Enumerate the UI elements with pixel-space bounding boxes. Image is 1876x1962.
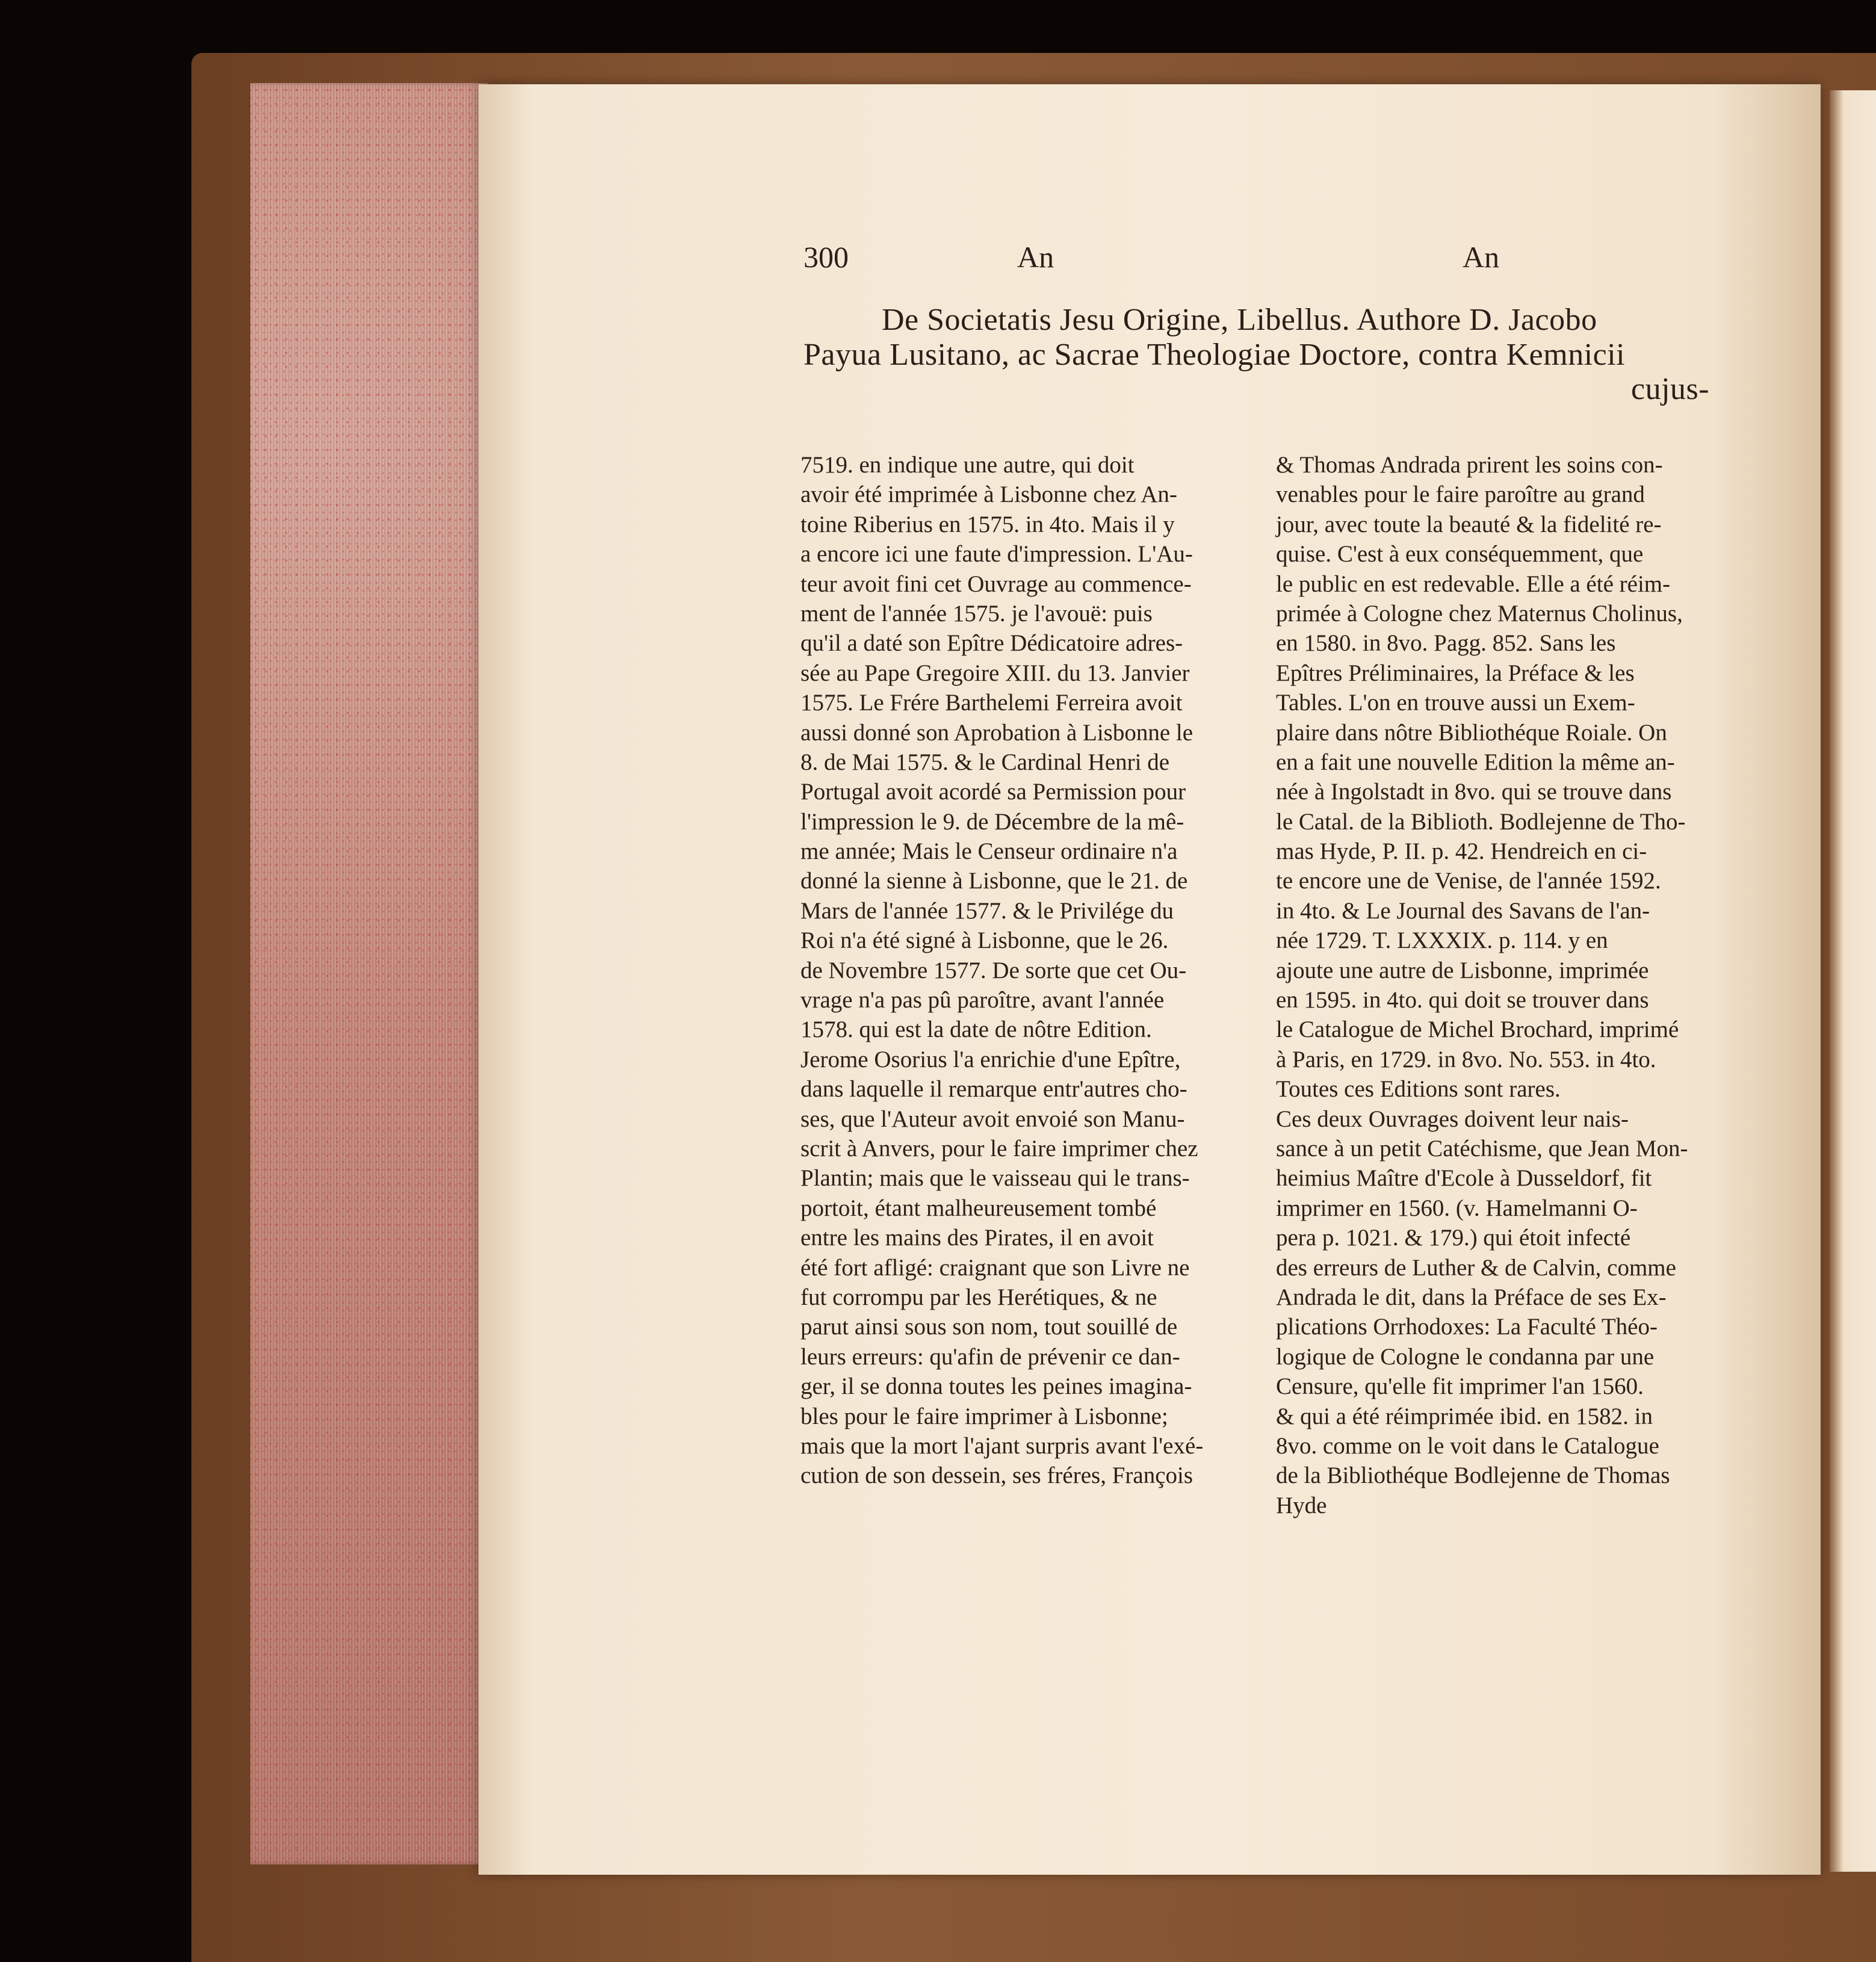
text-line: de la Bibliothéque Bodlejenne de Thomas <box>1276 1462 1670 1489</box>
text-line: Toutes ces Editions sont rares. <box>1276 1076 1561 1103</box>
text-line: Ces deux Ouvrages doivent leur nais- <box>1276 1106 1629 1132</box>
text-line: Jerome Osorius l'a enrichie d'une Epître, <box>800 1046 1181 1072</box>
text-line: avoir été imprimée à Lisbonne chez An- <box>800 481 1177 508</box>
text-line: plications Orrhodoxes: La Faculté Théo- <box>1276 1314 1658 1340</box>
text-line: née 1729. T. LXXXIX. p. 114. y en <box>1276 927 1608 954</box>
text-line: 8. de Mai 1575. & le Cardinal Henri de <box>800 749 1170 775</box>
text-line: primée à Cologne chez Maternus Cholinus, <box>1276 600 1683 627</box>
text-line: scrit à Anvers, pour le faire imprimer chez <box>800 1135 1198 1162</box>
text-line: 1578. qui est la date de nôtre Edition. <box>800 1017 1152 1043</box>
text-line: quise. C'est à eux conséquemment, que <box>1276 541 1644 568</box>
text-line: Epîtres Préliminaires, la Préface & les <box>1276 660 1635 686</box>
text-line: mas Hyde, P. II. p. 42. Hendreich en ci- <box>1276 838 1647 865</box>
text-line: & Thomas Andrada prirent les soins con- <box>1276 452 1663 478</box>
text-line: sance à un petit Catéchisme, que Jean Mon- <box>1276 1135 1688 1162</box>
text-line: ger, il se donna toutes les peines imagina- <box>800 1373 1192 1400</box>
text-line: été fort afligé: craignant que son Livre ne <box>800 1254 1190 1281</box>
text-line: le public en est redevable. Elle a été réim- <box>1276 571 1671 597</box>
text-line: ment de l'année 1575. je l'avouë: puis <box>800 600 1153 627</box>
text-line: me année; Mais le Censeur ordinaire n'a <box>800 838 1178 865</box>
text-line: des erreurs de Luther & de Calvin, comme <box>1276 1254 1676 1281</box>
text-line: Plantin; mais que le vaisseau qui le trans- <box>800 1165 1190 1192</box>
text-line: in 4to. & Le Journal des Savans de l'an- <box>1276 897 1650 924</box>
text-line: Mars de l'année 1577. & le Privilége du <box>800 897 1174 924</box>
text-line: & qui a été réimprimée ibid. en 1582. in <box>1276 1403 1653 1429</box>
text-line: jour, avec toute la beauté & la fidelité re- <box>1276 511 1662 537</box>
text-line: le Catal. de la Biblioth. Bodlejenne de Tho- <box>1276 808 1686 835</box>
text-line: donné la sienne à Lisbonne, que le 21. de <box>800 868 1188 894</box>
text-line: portoit, étant malheureusement tombé <box>800 1195 1157 1221</box>
title-line-3: cujus- <box>1631 372 1710 406</box>
text-line: logique de Cologne le condanna par une <box>1276 1343 1655 1370</box>
text-line: de Novembre 1577. De sorte que cet Ou- <box>800 957 1187 983</box>
text-line: dans laquelle il remarque entr'autres cho- <box>800 1076 1187 1103</box>
text-line: Portugal avoit acordé sa Permission pour <box>800 779 1186 805</box>
text-line: vrage n'a pas pû paroître, avant l'année <box>800 987 1165 1013</box>
text-line: ses, que l'Auteur avoit envoié son Manu- <box>800 1106 1185 1132</box>
text-line: cution de son dessein, ses fréres, François <box>800 1462 1193 1489</box>
text-line: bles pour le faire imprimer à Lisbonne; <box>800 1403 1168 1429</box>
text-line: à Paris, en 1729. in 8vo. No. 553. in 4to. <box>1276 1046 1656 1072</box>
text-line: en 1595. in 4to. qui doit se trouver dans <box>1276 987 1649 1013</box>
text-line: Hyde <box>1276 1492 1327 1518</box>
text-line: mais que la mort l'ajant surpris avant l'exé- <box>800 1432 1204 1459</box>
text-line: venables pour le faire paroître au grand <box>1276 481 1645 508</box>
text-line: Andrada le dit, dans la Préface de ses Ex- <box>1276 1284 1667 1310</box>
text-line: le Catalogue de Michel Brochard, imprimé <box>1276 1017 1679 1043</box>
text-line: qu'il a daté son Epître Dédicatoire adres- <box>800 630 1183 657</box>
text-line: 7519. en indique une autre, qui doit <box>800 452 1135 478</box>
text-line: entre les mains des Pirates, il en avoit <box>800 1225 1154 1251</box>
text-line: en a fait une nouvelle Edition la même an- <box>1276 749 1675 775</box>
left-text-column <box>800 450 1270 1491</box>
text-line: Tables. L'on en trouve aussi un Exem- <box>1276 690 1635 716</box>
text-line: Censure, qu'elle fit imprimer l'an 1560. <box>1276 1373 1644 1400</box>
text-line: ajoute une autre de Lisbonne, imprimée <box>1276 957 1649 983</box>
title-line-2: Payua Lusitano, ac Sacrae Theologiae Doctore, contra Kemnicii <box>803 338 1626 372</box>
facing-page-edge <box>1830 90 1876 1872</box>
text-line: l'impression le 9. de Décembre de la mê- <box>800 808 1184 835</box>
text-line: sée au Pape Gregoire XIII. du 13. Janvier <box>800 660 1190 686</box>
text-line: leurs erreurs: qu'afin de prévenir ce dan- <box>800 1343 1180 1370</box>
text-line: te encore une de Venise, de l'année 1592. <box>1276 868 1661 894</box>
right-text-column <box>1276 450 1724 1520</box>
text-line: plaire dans nôtre Bibliothéque Roiale. On <box>1276 719 1667 746</box>
text-line: pera p. 1021. & 179.) qui étoit infecté <box>1276 1225 1631 1251</box>
text-line: toine Riberius en 1575. in 4to. Mais il y <box>800 511 1175 537</box>
text-line: en 1580. in 8vo. Pagg. 852. Sans les <box>1276 630 1616 657</box>
text-line: 1575. Le Frére Barthelemi Ferreira avoit <box>800 690 1183 716</box>
text-line: née à Ingolstadt in 8vo. qui se trouve dans <box>1276 779 1672 805</box>
text-line: teur avoit fini cet Ouvrage au commence- <box>800 571 1192 597</box>
title-line-1: De Societatis Jesu Origine, Libellus. Authore D. Jacobo <box>882 303 1597 337</box>
text-line: parut ainsi sous son nom, tout souillé de <box>800 1314 1178 1340</box>
page-number: 300 <box>803 240 849 274</box>
page-edges <box>250 83 488 1865</box>
text-line: heimius Maître d'Ecole à Dusseldorf, fit <box>1276 1165 1652 1192</box>
text-line: fut corrompu par les Herétiques, & ne <box>800 1284 1157 1310</box>
text-line: a encore ici une faute d'impression. L'Au- <box>800 541 1193 568</box>
running-head-left: An <box>1017 240 1054 274</box>
text-line: 8vo. comme on le voit dans le Catalogue <box>1276 1432 1659 1459</box>
running-head-right: An <box>1463 240 1500 274</box>
text-line: imprimer en 1560. (v. Hamelmanni O- <box>1276 1195 1638 1221</box>
text-line: Roi n'a été signé à Lisbonne, que le 26. <box>800 927 1169 954</box>
text-line: aussi donné son Aprobation à Lisbonne le <box>800 719 1193 746</box>
